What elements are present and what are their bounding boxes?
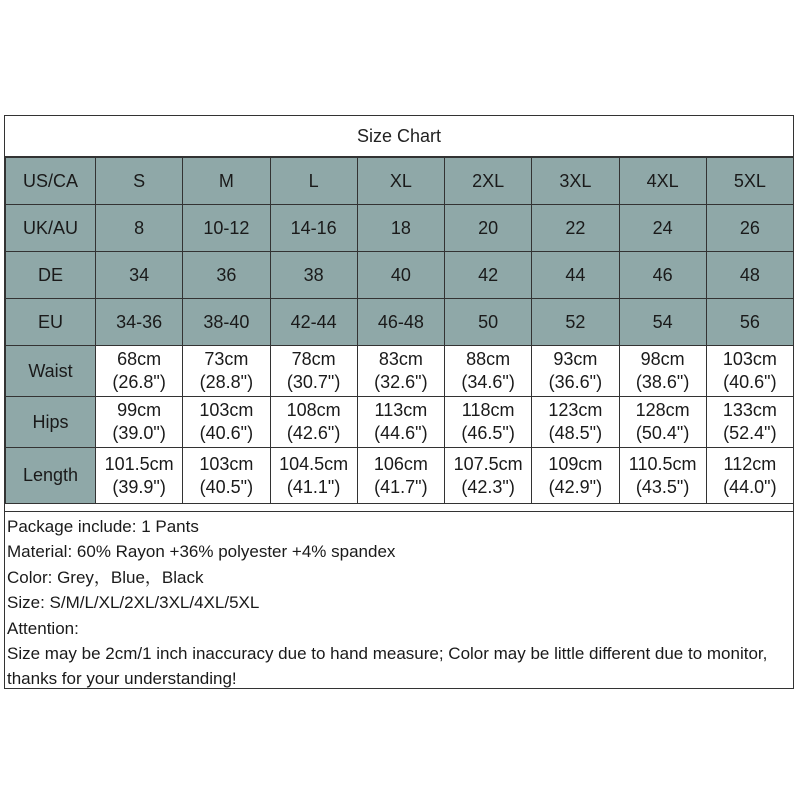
disclaimer-note: Size may be 2cm/1 inch inaccuracy due to hand measure; Color may be little different due to monitor, thanks for your understanding! xyxy=(7,644,768,689)
cm-value: 103cm xyxy=(722,349,777,369)
inch-value: (39.9") xyxy=(112,476,166,497)
inch-value: (36.6") xyxy=(548,372,603,392)
cm-value: 110.5cm xyxy=(628,453,697,474)
cm-value: 83cm xyxy=(378,349,423,369)
measure-cell xyxy=(445,346,532,397)
cm-value: 101.5cm xyxy=(104,453,174,474)
inch-value: (50.4") xyxy=(635,423,690,443)
measure-cell xyxy=(183,448,270,504)
measure-cell xyxy=(357,346,444,397)
cm-value: 103cm xyxy=(199,400,254,420)
cm-value: 113cm xyxy=(374,400,428,420)
inch-value: (52.4") xyxy=(723,423,777,443)
measure-cell xyxy=(183,397,270,448)
cm-value: 108cm xyxy=(286,400,341,420)
size-row xyxy=(6,252,794,299)
cm-value: 68cm xyxy=(117,349,162,369)
inch-value: (41.1") xyxy=(286,476,341,497)
size-chart-frame xyxy=(4,115,794,689)
measure-cell xyxy=(357,448,444,504)
size-cell: 26 xyxy=(706,205,793,252)
cm-value: 118cm xyxy=(461,400,515,420)
size-cell: 44 xyxy=(532,252,619,299)
inch-value: (43.5") xyxy=(635,476,690,497)
inch-value: (28.8") xyxy=(199,372,254,392)
size-cell: 5XL xyxy=(706,158,793,205)
measure-cell xyxy=(270,448,357,504)
cm-value: 109cm xyxy=(548,453,603,474)
size-table xyxy=(5,157,794,504)
row-label: EU xyxy=(6,299,96,346)
inch-value: (39.0") xyxy=(112,423,166,443)
size-cell: 36 xyxy=(183,252,270,299)
size-cell: 34-36 xyxy=(96,299,183,346)
measure-cell xyxy=(183,346,270,397)
size-cell: 2XL xyxy=(445,158,532,205)
size-cell: 40 xyxy=(357,252,444,299)
attention-heading: Attention: xyxy=(7,618,79,638)
measure-cell xyxy=(619,346,706,397)
inch-value: (42.3") xyxy=(461,476,515,497)
cm-value: 78cm xyxy=(291,349,336,369)
inch-value: (48.5") xyxy=(548,423,603,443)
size-row xyxy=(6,205,794,252)
cm-value: 93cm xyxy=(553,349,598,369)
size-cell: 38-40 xyxy=(183,299,270,346)
cm-value: 88cm xyxy=(466,349,511,369)
row-label: DE xyxy=(6,252,96,299)
inch-value: (46.5") xyxy=(461,423,515,443)
size-cell: XL xyxy=(357,158,444,205)
size-cell: 46-48 xyxy=(357,299,444,346)
size-cell: S xyxy=(96,158,183,205)
row-label: Waist xyxy=(6,346,96,397)
cm-value: 103cm xyxy=(199,453,254,474)
row-label: US/CA xyxy=(6,158,96,205)
inch-value: (44.6") xyxy=(374,423,428,443)
size-cell: 38 xyxy=(270,252,357,299)
size-cell: 8 xyxy=(96,205,183,252)
measure-cell xyxy=(96,448,183,504)
size-cell: 50 xyxy=(445,299,532,346)
size-cell: 18 xyxy=(357,205,444,252)
inch-value: (40.6") xyxy=(199,423,254,443)
package-note: Package include: 1 Pants xyxy=(7,517,199,536)
product-notes xyxy=(5,511,793,688)
size-cell: 42 xyxy=(445,252,532,299)
size-cell: 4XL xyxy=(619,158,706,205)
size-cell: 56 xyxy=(706,299,793,346)
cm-value: 104.5cm xyxy=(279,453,349,474)
inch-value: (38.6") xyxy=(635,372,690,392)
size-cell: 14-16 xyxy=(270,205,357,252)
inch-value: (34.6") xyxy=(461,372,515,392)
cm-value: 106cm xyxy=(373,453,428,474)
size-cell: L xyxy=(270,158,357,205)
size-row xyxy=(6,158,794,205)
size-note: Size: S/M/L/XL/2XL/3XL/4XL/5XL xyxy=(7,593,260,613)
size-row xyxy=(6,299,794,346)
size-cell: 52 xyxy=(532,299,619,346)
measure-cell xyxy=(706,397,793,448)
size-cell: 3XL xyxy=(532,158,619,205)
size-cell: 48 xyxy=(706,252,793,299)
size-cell: M xyxy=(183,158,270,205)
cm-value: 133cm xyxy=(722,400,777,420)
chart-title: Size Chart xyxy=(5,116,793,157)
measure-row xyxy=(6,397,794,448)
measure-cell xyxy=(270,397,357,448)
cm-value: 128cm xyxy=(635,400,690,420)
cm-value: 73cm xyxy=(204,349,249,369)
measure-cell xyxy=(532,346,619,397)
size-cell: 34 xyxy=(96,252,183,299)
inch-value: (42.6") xyxy=(286,423,341,443)
size-cell: 20 xyxy=(445,205,532,252)
inch-value: (30.7") xyxy=(286,372,341,392)
inch-value: (42.9") xyxy=(548,476,603,497)
measure-row xyxy=(6,346,794,397)
size-cell: 22 xyxy=(532,205,619,252)
inch-value: (32.6") xyxy=(374,372,428,392)
measure-cell xyxy=(706,448,793,504)
size-cell: 54 xyxy=(619,299,706,346)
measure-cell xyxy=(445,448,532,504)
row-label: Length xyxy=(6,448,96,504)
cm-value: 123cm xyxy=(548,400,603,420)
material-note: Material: 60% Rayon +36% polyester +4% spandex xyxy=(7,542,396,562)
size-cell: 42-44 xyxy=(270,299,357,346)
measure-cell xyxy=(270,346,357,397)
measure-cell xyxy=(96,397,183,448)
row-label: Hips xyxy=(6,397,96,448)
size-cell: 10-12 xyxy=(183,205,270,252)
cm-value: 107.5cm xyxy=(453,453,523,474)
measure-row xyxy=(6,448,794,504)
measure-cell xyxy=(357,397,444,448)
inch-value: (41.7") xyxy=(374,476,428,497)
measure-cell xyxy=(619,397,706,448)
cm-value: 112cm xyxy=(723,453,777,474)
size-cell: 46 xyxy=(619,252,706,299)
measure-cell xyxy=(445,397,532,448)
inch-value: (44.0") xyxy=(723,476,777,497)
cm-value: 98cm xyxy=(640,349,685,369)
inch-value: (40.5") xyxy=(199,476,254,497)
measure-cell xyxy=(96,346,183,397)
row-label: UK/AU xyxy=(6,205,96,252)
measure-cell xyxy=(706,346,793,397)
measure-cell xyxy=(619,448,706,504)
size-cell: 24 xyxy=(619,205,706,252)
measure-cell xyxy=(532,397,619,448)
color-note: Color: Grey，Blue，Black xyxy=(7,567,204,587)
inch-value: (26.8") xyxy=(112,372,166,392)
cm-value: 99cm xyxy=(117,400,162,420)
measure-cell xyxy=(532,448,619,504)
inch-value: (40.6") xyxy=(723,372,777,392)
